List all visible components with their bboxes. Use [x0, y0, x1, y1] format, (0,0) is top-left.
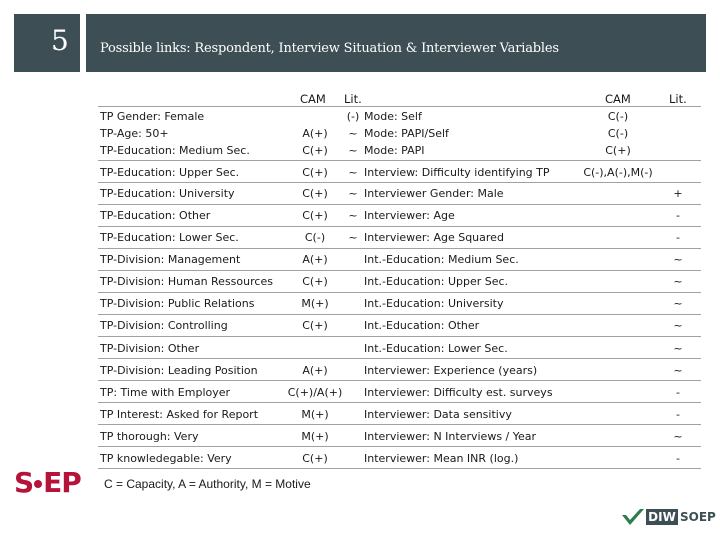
row-separator-left	[98, 226, 364, 227]
row-separator-right	[364, 336, 701, 337]
right-row-label: Int.-Education: Other	[364, 319, 480, 332]
right-cam-header: CAM	[605, 92, 631, 106]
left-row-label: TP-Education: Medium Sec.	[100, 144, 250, 157]
left-row-label: TP-Division: Management	[100, 253, 241, 266]
left-row-label: TP-Division: Controlling	[100, 319, 228, 332]
left-row-label: TP-Education: Upper Sec.	[100, 166, 240, 179]
row-separator-left	[98, 336, 364, 337]
left-row-label: TP Interest: Asked for Report	[100, 408, 259, 421]
row-separator-right	[364, 160, 701, 161]
diw-label: DIW	[646, 509, 678, 525]
left-row-label: TP-Division: Human Ressources	[100, 275, 273, 288]
row-separator-right	[364, 182, 701, 183]
left-row-lit: (-)	[346, 110, 360, 123]
row-separator-left	[98, 314, 364, 315]
row-separator-left	[98, 446, 364, 447]
row-separator-left	[98, 106, 364, 107]
right-row-cam: C(+)	[605, 144, 631, 157]
right-row-label: Int.-Education: University	[364, 297, 504, 310]
left-row-label: TP: Time with Employer	[100, 386, 231, 399]
left-row-label: TP knowledegable: Very	[100, 452, 232, 465]
row-separator-right	[364, 106, 701, 107]
right-row-label: Interview: Difficulty identifying TP	[364, 166, 550, 179]
right-lit-header: Lit.	[669, 92, 687, 106]
left-row-cam: C(-)	[304, 231, 326, 244]
row-separator-left	[98, 204, 364, 205]
right-row-lit: -	[676, 209, 680, 222]
row-separator-right	[364, 468, 701, 469]
row-separator-right	[364, 226, 701, 227]
slide-title: Possible links: Respondent, Interview Situation & Interviewer Variables	[100, 41, 559, 56]
left-row-lit: ~	[348, 166, 358, 179]
right-row-label: Int.-Education: Upper Sec.	[364, 275, 509, 288]
row-separator-left	[98, 182, 364, 183]
right-row-label: Interviewer: Experience (years)	[364, 364, 538, 377]
left-row-label: TP-Education: Other	[100, 209, 211, 222]
left-row-label: TP-Age: 50+	[100, 127, 169, 140]
left-row-cam: C(+)	[302, 144, 328, 157]
row-separator-right	[364, 270, 701, 271]
left-row-label: TP Gender: Female	[100, 110, 205, 123]
right-row-label: Mode: Self	[364, 110, 422, 123]
left-row-cam: C(+)	[302, 166, 328, 179]
right-row-label: Interviewer: N Interviews / Year	[364, 430, 537, 443]
row-separator-left	[98, 424, 364, 425]
right-row-lit: ~	[673, 253, 683, 266]
row-separator-right	[364, 204, 701, 205]
right-row-lit: ~	[673, 275, 683, 288]
right-row-lit: ~	[673, 342, 683, 355]
row-separator-right	[364, 402, 701, 403]
right-row-label: Interviewer Gender: Male	[364, 187, 504, 200]
row-separator-left	[98, 468, 364, 469]
row-separator-right	[364, 380, 701, 381]
right-row-label: Int.-Education: Medium Sec.	[364, 253, 519, 266]
soep-logo	[14, 466, 81, 499]
left-row-cam: C(+)	[302, 452, 328, 465]
title-bar	[86, 14, 706, 72]
row-separator-left	[98, 292, 364, 293]
left-row-lit: ~	[348, 231, 358, 244]
row-separator-left	[98, 358, 364, 359]
left-row-label: TP-Division: Other	[100, 342, 200, 355]
left-row-label: TP-Division: Public Relations	[100, 297, 255, 310]
right-row-lit: -	[676, 408, 680, 421]
left-row-label: TP thorough: Very	[100, 430, 199, 443]
right-row-label: Interviewer: Difficulty est. surveys	[364, 386, 553, 399]
left-row-cam: A(+)	[302, 127, 328, 140]
soep-logo-left: S	[14, 466, 34, 499]
right-row-cam: C(-)	[607, 127, 629, 140]
diw-check-icon	[622, 509, 644, 525]
slide-number-box	[14, 14, 80, 72]
left-row-cam: C(+)	[302, 209, 328, 222]
right-row-lit: ~	[673, 364, 683, 377]
row-separator-right	[364, 446, 701, 447]
row-separator-left	[98, 270, 364, 271]
left-row-cam: M(+)	[301, 408, 329, 421]
right-row-label: Interviewer: Mean INR (log.)	[364, 452, 519, 465]
right-row-label: Interviewer: Age	[364, 209, 455, 222]
left-row-cam: M(+)	[301, 430, 329, 443]
row-separator-right	[364, 314, 701, 315]
right-row-lit: ~	[673, 430, 683, 443]
right-row-label: Int.-Education: Lower Sec.	[364, 342, 508, 355]
left-row-lit: ~	[348, 127, 358, 140]
left-lit-header: Lit.	[344, 92, 362, 106]
left-row-cam: A(+)	[302, 253, 328, 266]
left-row-cam: C(+)	[302, 319, 328, 332]
left-row-cam: C(+)/A(+)	[287, 386, 343, 399]
left-row-cam: C(+)	[302, 275, 328, 288]
left-cam-header: CAM	[300, 92, 326, 106]
soep-logo-right: EP	[43, 466, 81, 499]
row-separator-left	[98, 380, 364, 381]
diw-soep-label: SOEP	[680, 510, 716, 524]
row-separator-right	[364, 248, 701, 249]
footnote: C = Capacity, A = Authority, M = Motive	[104, 477, 311, 491]
left-row-label: TP-Education: University	[100, 187, 235, 200]
left-row-lit: ~	[348, 144, 358, 157]
left-row-cam: C(+)	[302, 187, 328, 200]
right-row-lit: -	[676, 452, 680, 465]
right-row-lit: -	[676, 231, 680, 244]
right-row-lit: ~	[673, 297, 683, 310]
left-row-cam: M(+)	[301, 297, 329, 310]
row-separator-left	[98, 248, 364, 249]
right-row-label: Mode: PAPI	[364, 144, 425, 157]
row-separator-left	[98, 402, 364, 403]
row-separator-right	[364, 358, 701, 359]
right-row-label: Interviewer: Age Squared	[364, 231, 504, 244]
left-row-label: TP-Education: Lower Sec.	[100, 231, 239, 244]
left-row-lit: ~	[348, 187, 358, 200]
right-row-cam: C(-),A(-),M(-)	[583, 166, 653, 179]
left-row-lit: ~	[348, 209, 358, 222]
row-separator-left	[98, 160, 364, 161]
row-separator-right	[364, 424, 701, 425]
right-row-label: Interviewer: Data sensitivy	[364, 408, 512, 421]
right-row-label: Mode: PAPI/Self	[364, 127, 449, 140]
right-row-lit: ~	[673, 319, 683, 332]
slide-number: 5	[51, 24, 69, 57]
left-row-cam: A(+)	[302, 364, 328, 377]
right-row-lit: -	[676, 386, 680, 399]
right-row-cam: C(-)	[607, 110, 629, 123]
diw-soep-logo	[622, 509, 716, 525]
row-separator-right	[364, 292, 701, 293]
right-row-lit: +	[673, 187, 683, 200]
left-row-label: TP-Division: Leading Position	[100, 364, 258, 377]
soep-dot-icon	[34, 480, 42, 488]
